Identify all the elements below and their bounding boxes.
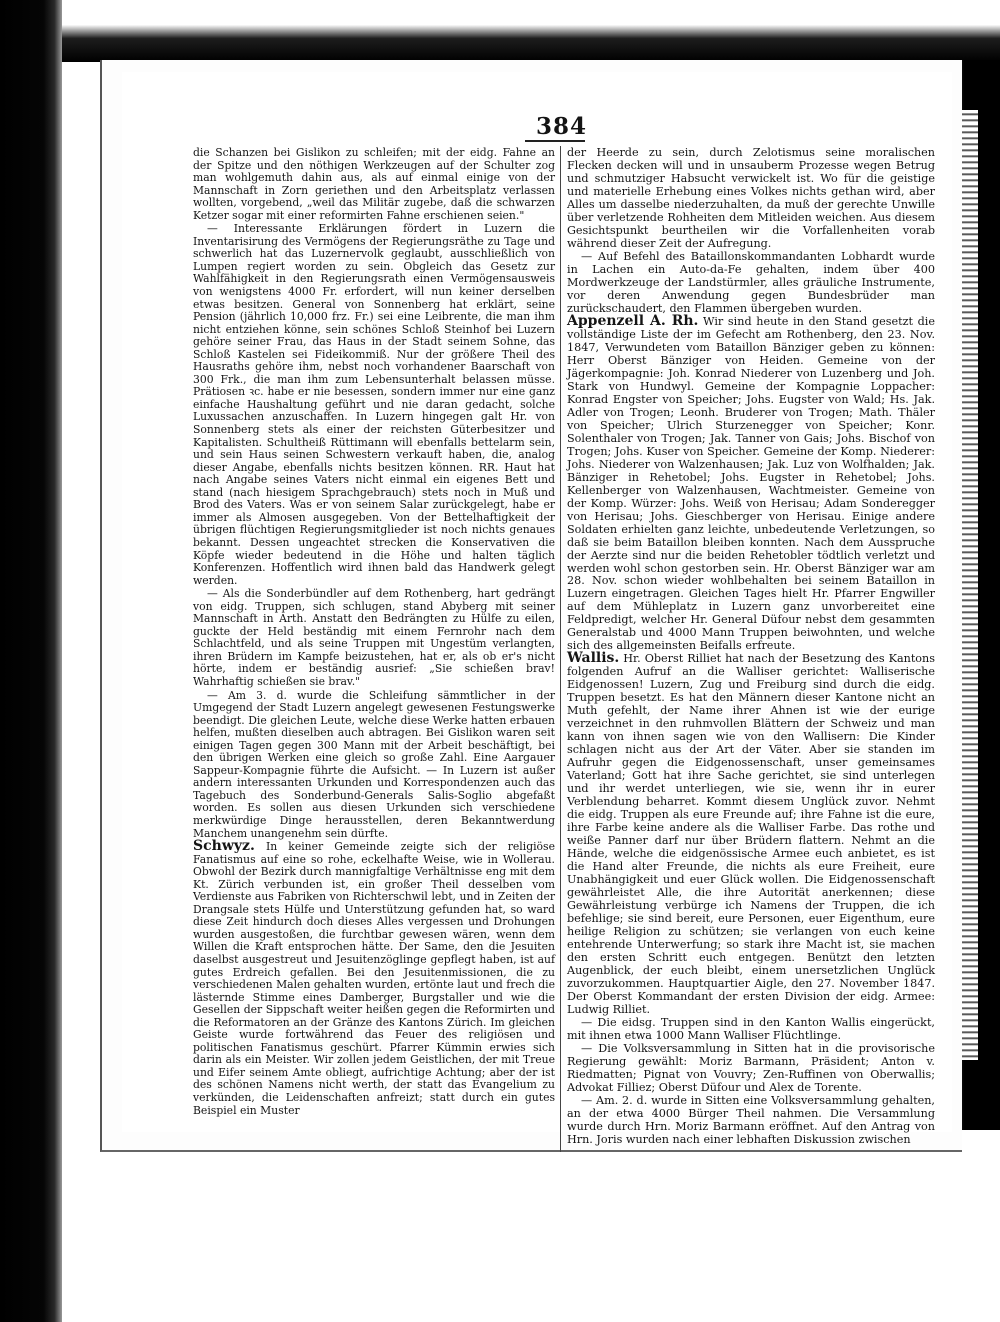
section-heading: Schwyz. xyxy=(193,838,255,855)
scan-edge-strip xyxy=(960,110,978,1060)
article-paragraph: — Als die Sonderbündler auf dem Rothenberg, hart gedrängt von eidg. Truppen, sich schlugen, stand Abyberg mit seiner Mannschaft in Arth. Anstatt den Bedrängten zu Hülfe zu eilen, guckte der Held beständig mit einem Fernrohr nach dem Schlachtfeld, und als seine Truppen mit Ungestüm verlangten, ihren Brüdern im Kampfe beizustehen, hat er, als ob er's nicht hörte, indem er beständig ausrief: „Sie schießen brav! Wahrhaftig schießen sie brav." xyxy=(193,587,555,688)
right-column xyxy=(567,146,935,1146)
article-paragraph: der Heerde zu sein, durch Zelotismus seine moralischen Flecken decken will und in unsauberm Prozesse wegen Betrug und schmutziger Habsucht verwickelt ist. Wo für die geistige und materielle Erhebung eines Volkes nichts gethan wird, aber Alles um dasselbe niederzuhalten, da muß der gerechte Unwille über verletzende Rohheiten dem Mitleiden weichen. Aus diesem Gesichtspunkt beurtheilen wir die Vorfallenheiten vorab während dieser Zeit der Aufregung. xyxy=(567,146,935,250)
article-paragraph: — Die eidsg. Truppen sind in den Kanton Wallis eingerückt, mit ihnen etwa 1000 Mann Walliser Flüchtlinge. xyxy=(567,1015,935,1042)
section-heading: Appenzell A. Rh. xyxy=(567,312,699,329)
article-paragraph: — Am. 2. d. wurde in Sitten eine Volksversammlung gehalten, an der etwa 4000 Bürger Theil nahmen. Die Versammlung wurde durch Hrn. Moriz Barmann eröffnet. Auf den Antrag von Hrn. Joris wurden nach einer lebhaften Diskussion zwischen xyxy=(567,1093,935,1146)
page-number: 384 xyxy=(536,113,588,140)
section-heading: Wallis. xyxy=(567,650,620,667)
article-paragraph: Appenzell A. Rh. Wir sind heute in den Stand gesetzt die vollständige Liste der im Gefecht am Rothenberg, den 23. Nov. 1847, Verwundeten vom Bataillon Bänziger geben zu können: Herr Oberst Bänziger von Heiden. Gemeine von der Jägerkompagnie: Joh. Konrad Niederer von Luzenberg und Joh. Stark von Hundwyl. Gemeine der Kompagnie Loppacher: Konrad Engster von Speicher; Johs. Eugster von Wald; Hs. Jak. Adler von Trogen; Leonh. Bruderer von Trogen; Math. Thäler von Speicher; Ulrich Sturzenegger von Speicher; Konr. Solenthaler von Trogen; Jak. Tanner von Gais; Johs. Bischof von Trogen; Johs. Kuser von Speicher. Gemeine der Komp. Niederer: Johs. Niederer von Walzenhausen; Jak. Luz von Wolfhalden; Jak. Bänziger in Rehetobel; Johs. Eugster in Rehetobel; Johs. Kellenberger von Walzenhausen, Wachtmeister. Gemeine von der Komp. Würzer: Johs. Weiß von Herisau; Adam Sonderegger von Herisau; Johs. Gieschberger von Herisau. Einige andere Soldaten erhielten ganz leichte, unbedeutende Verletzungen, so daß sie beim Bataillon bleiben konnten. Nach dem Ausspruche der Aerzte sind nur die beiden Rehetobler tödtlich verletzt und werden wohl schon gestorben sein. Hr. Oberst Bänziger war am 28. Nov. schon wieder wohlbehalten bei seinem Bataillon in Luzern eingetragen. Gleichen Tages hielt Hr. Pfarrer Engwiller auf dem Mühleplatz in Luzern ganz unvorbereitet eine Feldpredigt, welcher Hr. General Düfour nebst dem gesammten Generalstab und 4000 Mann Truppen beiwohnten, und welche sich des allgemeinsten Beifalls erfreute. xyxy=(567,312,935,653)
column-divider xyxy=(560,146,561,1152)
left-column xyxy=(193,146,555,1117)
article-paragraph: — Die Volksversammlung in Sitten hat in die provisorische Regierung gewählt: Moriz Barmann, Präsident; Anton v. Riedmatten; Pignat von Vouvry; Zen-Ruffinen von Oberwallis; Advokat Filliez; Oberst Düfour und Alex de Torente. xyxy=(567,1041,935,1094)
article-paragraph: — Am 3. d. wurde die Schleifung sämmtlicher in der Umgegend der Stadt Luzern angelegt gewesenen Festungswerke beendigt. Die gleichen Leute, welche diese Werke hatten erbauen helfen, mußten dieselben auch abtragen. Bei Gislikon waren seit einigen Tagen gegen 300 Mann mit der Arbeit beschäftigt, bei den übrigen Werken eine gleich so große Zahl. Eine Aargauer Sappeur-Kompagnie führte die Aufsicht. — In Luzern ist außer andern interessanten Urkunden und Korrespondenzen auch das Tagebuch des Sonderbund-Generals Salis-Soglio abgefaßt worden. Es sollen aus diesen Urkunden sich verschiedene merkwürdige Dinge herausstellen, deren Bekanntwerdung Manchem unangenehm sein dürfte. xyxy=(193,688,555,840)
article-paragraph: Wallis. Hr. Oberst Rilliet hat nach der Besetzung des Kantons folgenden Aufruf an die Walliser gerichtet: Walliserische Eidgenossen! Luzern, Zug und Freiburg sind durch die eidg. Truppen besetzt. Es hat den Männern dieser Kantone nicht an Muth gefehlt, der Name ihrer Ahnen ist wie der eurige verzeichnet in den ruhmvollen Blättern der Schweiz und man kann von ihnen sagen wie von den Wallisern: Die Kinder schlagen nicht aus der Art der Väter. Aber sie standen im Aufruhr gegen die Eidgenossenschaft, unser gemeinsames Vaterland; Gott hat ihre Sache gerichtet, sie sind unterlegen und ihr werdet unterliegen, wie sie, wenn ihr in eurer Verblendung beharret. Kommt diesem Unglück zuvor. Nehmt die eidg. Truppen als eure Freunde auf; ihre Fahne ist die eure, ihre Farbe keine andere als die Walliser Farbe. Das rothe und weiße Panner darf nur über Brüdern flattern. Nehmt an die Hände, welche die eidgenössische Armee euch anbietet, es ist die Hand alter Freunde, die nichts als eure Freiheit, eure Unabhängigkeit und euer Glück wollen. Die Eidgenossenschaft gewährleistet Alle, die ihre Autorität anerkennen; diese Gewährleistung verbürge ich Namens der Truppen, die ich befehlige; sie sind bereit, eure Personen, euer Eigenthum, eure heilige Religion zu schützen; sie verlangen von euch keine entehrende Unterwerfung; so stark ihre Macht ist, sie machen den ersten Schritt euch entgegen. Benützt den letzten Augenblick, der euch bleibt, einem unersetzlichen Unglück zuvorzukommen. Hauptquartier Aigle, den 27. November 1847. Der Oberst Kommandant der ersten Division der eidg. Armee: Ludwig Rilliet. xyxy=(567,650,935,1016)
article-paragraph: die Schanzen bei Gislikon zu schleifen; mit der eidg. Fahne an der Spitze und den nöthigen Werkzeugen auf der Schulter zog man wohlgemuth dahin aus, als auf einmal einige von der Mannschaft in Zorn geriethen und den Arbeitsplatz verlassen wollten, vorgebend, „weil das Militär zugebe, daß die schwarzen Ketzer sogar mit einer reformirten Fahne erschienen seien." xyxy=(193,146,555,222)
scan-border-left xyxy=(0,0,62,1322)
page-number-rule xyxy=(525,140,585,142)
article-paragraph: Schwyz. In keiner Gemeinde zeigte sich der religiöse Fanatismus auf eine so rohe, eckelhafte Weise, wie in Wollerau. Obwohl der Bezirk durch mannigfaltige Verhältnisse eng mit dem Kt. Zürich verbunden ist, ein großer Theil desselben vom Verdienste aus Fabriken von Richterschwil lebt, und in Zeiten der Drangsale stets Hülfe und Unterstützung gefunden hat, so ward diese Zeit hindurch doch dieses Alles vergessen und Drohungen wurden ausgestoßen, die furchtbar gewesen wären, wenn dem Willen die Kraft entsprochen hätte. Der Same, den die Jesuiten daselbst ausgestreut und Jesuitenzöglinge gepflegt haben, ist auf gutes Erdreich gefallen. Bei den Jesuitenmissionen, die zu verschiedenen Malen gehalten wurden, ertönte laut und frech die lästernde Stimme eines Damberger, Burgstaller und wie die Gesellen der Sippschaft weiter heißen gegen die Reformirten und die Reformatoren an der Gränze des Kantons Zürich. Im gleichen Geiste wurde fortwährend das Feuer des religiösen und politischen Fanatismus geschürt. Pfarrer Kümmin erwies sich darin als ein Meister. Wir zollen jedem Geistlichen, der mit Treue und Eifer seinem Amte obliegt, aufrichtige Achtung; aber der ist des schönen Namens nicht werth, der statt das Evangelium zu verkünden, die Leidenschaften anfreizt; statt durch ein gutes Beispiel ein Muster xyxy=(193,838,555,1117)
article-paragraph: — Auf Befehl des Bataillonskommandanten Lobhardt wurde in Lachen ein Auto-da-Fe gehalten, indem über 400 Mordwerkzeuge der Landstürmler, alles gräuliche Instrumente, vor deren Anwendung gegen Bundesbrüder man zurückschaudert, den Flammen übergeben wurden. xyxy=(567,249,935,315)
scan-border-top xyxy=(62,0,1000,62)
article-paragraph: — Interessante Erklärungen fördert in Luzern die Inventarisirung des Vermögens der Regierungsräthe zu Tage und schwerlich hat das Luzernervolk geglaubt, ausschließlich von Lumpen regiert worden zu sein. Obgleich das Gesetz zur Wahlfähigkeit in den Regierungsrath einen Vermögensausweis von wenigstens 4000 Fr. erfordert, will nun keiner derselben etwas besitzen. General von Sonnenberg hat erklärt, seine Pension (jährlich 10,000 frz. Fr.) sei eine Leibrente, die man ihm nicht entziehen könne, sein schönes Schloß Steinhof bei Luzern gehöre seiner Frau, das Haus in der Stadt seinem Sohne, das Schloß Kastelen sei Fideikommiß. Nur der größere Theil des Hausraths gehöre ihm, nebst noch vorhandener Baarschaft von 300 Frk., die man ihm zum Lebensunterhalt belassen müsse. Prätiosen ꝛc. habe er nie besessen, sondern immer nur eine ganz einfache Haushaltung geführt und nie daran gedacht, solche Luxussachen anzuschaffen. In Luzern hingegen galt Hr. von Sonnenberg stets als einer der reichsten Güterbesitzer und Kapitalisten. Schultheiß Rüttimann will ebenfalls bettelarm sein, und sein Haus seinen Schwestern verkauft haben, die, analog dieser Angabe, ebenfalls nichts besitzen können. RR. Haut hat nach Angabe seines Vaters nicht einmal ein eigenes Bett und stand (nach hiesigem Sprachgebrauch) stets noch in Muß und Brod des Vaters. Was er von seinem Salar zurückgelegt, habe er immer als Almosen ausgegeben. Von der Bettelhaftigkeit der übrigen flüchtigen Regierungsmitglieder ist noch nichts genaues bekannt. Dessen ungeachtet strecken die Konservativen die Köpfe wieder bedeutend in die Höhe und halten täglich Konferenzen. Hoffentlich wird ihnen bald das Handwerk gelegt werden. xyxy=(193,222,555,587)
